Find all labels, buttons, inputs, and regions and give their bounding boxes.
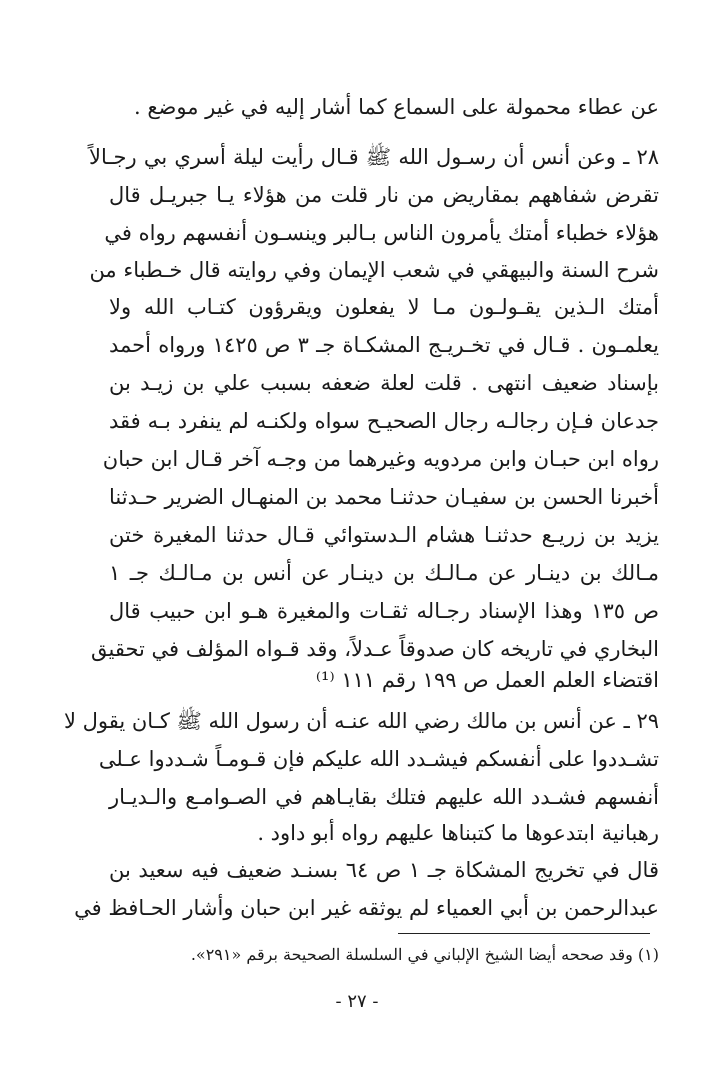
hadith-28-heading-line: ٢٨ ـ وعن أنس أن رسـول الله ﷺ قـال رأيت ليلة أسري بي رجـالاً	[89, 145, 659, 169]
text-line: أنفسهم فشـدد الله عليهم فتلك بقايـاهم في الصـوامـع والـديـار	[109, 785, 659, 809]
text-line: رهبانية ابتدعوها ما كتبناها عليهم رواه أبو داود .	[257, 821, 659, 845]
text-line: البخاري في تاريخه كان صدوقاً عـدلاً، وقد قـواه المؤلف في تحقيق	[90, 637, 659, 661]
text-line: بإسناد ضعيف انتهى . قلت لعلة ضعفه بسبب علي بن زيـد بن	[109, 371, 659, 395]
text-line: يزيد بن زريـع حدثنـا هشام الـدستوائي قـال حدثنا المغيرة ختن	[109, 523, 659, 547]
footnote: (١) وقد صححه أيضا الشيخ الإلباني في السلسلة الصحيحة برقم «٢٩١».	[190, 945, 659, 964]
text-line: تشـددوا على أنفسكم فيشـدد الله عليكم فإن قـومـاً شـددوا عـلى	[98, 747, 659, 771]
text-line: قال في تخريج المشكاة جـ ١ ص ٦٤ بسنـد ضعيف فيه سعيد بن	[109, 858, 659, 882]
text-line: شرح السنة والبيهقي في شعب الإيمان وفي روايته قال خـطباء من	[89, 258, 659, 282]
text-line: جدعان فـإن رجالـه رجال الصحيـح سواه ولكنـه لم ينفرد بـه فقد	[109, 409, 659, 433]
page-number: - ٢٧ -	[335, 991, 379, 1012]
text-line: رواه ابن حبـان وابن مردويه وغيرهما من وجـه آخر قـال ابن حبان	[102, 447, 659, 471]
text-line: عبدالرحمن بن أبي العمياء لم يوثقه غير ابن حبان وأشار الحـافظ في	[74, 896, 659, 920]
text-line: أمتك الـذين يقـولـون مـا لا يفعلون ويقرؤون كتـاب الله ولا	[109, 295, 659, 319]
text-line: ص ١٣٥ وهذا الإسناد رجـاله ثقـات والمغيرة هـو ابن حبيب قال	[109, 599, 659, 623]
text-line: عن عطاء محمولة على السماع كما أشار إليه في غير موضع .	[133, 95, 659, 119]
text-line: مـالك بن دينـار عن مـالـك بن دينـار عن أنس بن مـالـك جـ ١	[109, 561, 659, 585]
text-line: أخبرنا الحسن بن سفيـان حدثنـا محمد بن المنهـال الضرير حـدثنا	[109, 485, 659, 509]
footnote-divider	[398, 933, 650, 934]
text-line: تقرض شفاههم بمقاريض من نار قلت من هؤلاء يـا جبريـل قال	[109, 183, 659, 207]
text-line: هؤلاء خطباء أمتك يأمرون الناس بـالبر وينسـون أنفسهم رواه في	[104, 221, 659, 245]
text-line: اقتضاء العلم العمل ص ١٩٩ رقم ١١١ ⁽¹⁾	[315, 668, 659, 692]
hadith-29-heading-line: ٢٩ ـ عن أنس بن مالك رضي الله عنـه أن رسول الله ﷺ كـان يقول لا	[63, 709, 659, 733]
text-line: يعلمـون . قـال في تخـريـج المشكـاة جـ ٣ ص ١٤٢٥ ورواه أحمد	[109, 333, 659, 357]
